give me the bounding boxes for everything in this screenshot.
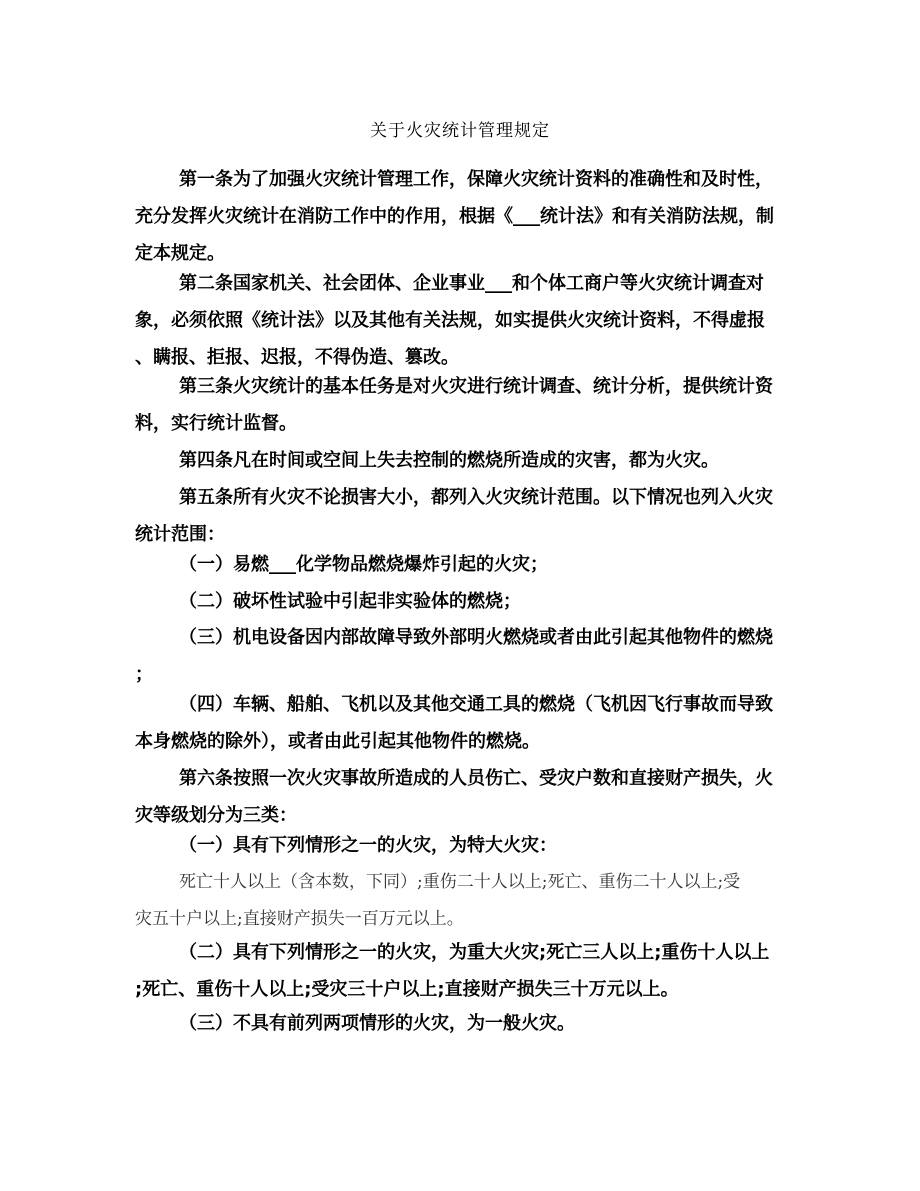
paragraph-article-6-item-2 (135, 934, 785, 1008)
paragraph-article-4 (135, 442, 785, 479)
paragraph-article-5-item-1 (135, 546, 785, 583)
document-title: 关于火灾统计管理规定 (370, 121, 550, 141)
paragraph-article-5-item-4 (135, 686, 785, 760)
paragraph-line: ;死亡、重伤十人以上;受灾三十户以上;直接财产损失三十万元以上。 (135, 979, 679, 1000)
paragraph-line: （一）易燃___化学物品燃烧爆炸引起的火灾； (179, 554, 548, 575)
paragraph-line: 第四条凡在时间或空间上失去控制的燃烧所造成的灾害，都为火灾。 (179, 450, 719, 471)
paragraph-line: 统计范围： (135, 524, 225, 545)
paragraph-line: 死亡十人以上（含本数，下同）;重伤二十人以上;死亡、重伤二十人以上;受 (179, 872, 741, 892)
paragraph-line: （一）具有下列情形之一的火灾，为特大火灾： (179, 835, 557, 856)
paragraph-line: 灾等级划分为三类： (135, 805, 297, 826)
paragraph-line: 定本规定。 (135, 243, 225, 264)
paragraph-article-2 (135, 265, 785, 376)
paragraph-line: 象，必须依照《统计法》以及其他有关法规，如实提供火灾统计资料，不得虚报 (135, 310, 765, 331)
paragraph-line: （四）车辆、船舶、飞机以及其他交通工具的燃烧（飞机因飞行事故而导致 (179, 694, 773, 715)
paragraph-line: 本身燃烧的除外），或者由此引起其他物件的燃烧。 (135, 731, 540, 752)
paragraph-line: 充分发挥火灾统计在消防工作中的作用，根据《___统计法》和有关消防法规，制 (135, 206, 774, 227)
paragraph-article-1 (135, 161, 785, 272)
paragraph-line: （二）破坏性试验中引起非实验体的燃烧； (179, 591, 521, 612)
paragraph-article-6-item-3 (135, 1005, 785, 1042)
paragraph-line: ； (135, 664, 153, 685)
paragraph-article-6-item-1-detail (135, 864, 785, 938)
paragraph-line: 灾五十户以上;直接财产损失一百万元以上。 (135, 909, 464, 929)
paragraph-article-5-item-3 (135, 619, 785, 693)
paragraph-line: 第五条所有火灾不论损害大小，都列入火灾统计范围。以下情况也列入火灾 (179, 487, 773, 508)
paragraph-article-6 (135, 760, 785, 834)
paragraph-line: 第二条国家机关、社会团体、企业事业___和个体工商户等火灾统计调查对 (179, 273, 764, 294)
paragraph-line: （三）机电设备因内部故障导致外部明火燃烧或者由此引起其他物件的燃烧 (179, 627, 773, 648)
paragraph-article-6-item-1 (135, 827, 785, 864)
paragraph-line: （二）具有下列情形之一的火灾，为重大火灾;死亡三人以上;重伤十人以上 (179, 942, 770, 963)
paragraph-line: 第三条火灾统计的基本任务是对火灾进行统计调查、统计分析，提供统计资 (179, 376, 773, 397)
paragraph-line: 第一条为了加强火灾统计管理工作，保障火灾统计资料的准确性和及时性， (179, 169, 773, 190)
paragraph-article-5 (135, 479, 785, 553)
paragraph-article-5-item-2 (135, 583, 785, 620)
paragraph-line: 料，实行统计监督。 (135, 413, 297, 434)
paragraph-article-3 (135, 368, 785, 442)
paragraph-line: 第六条按照一次火灾事故所造成的人员伤亡、受灾户数和直接财产损失，火 (179, 768, 773, 789)
paragraph-line: （三）不具有前列两项情形的火灾，为一般火灾。 (179, 1013, 575, 1034)
paragraph-line: 、瞒报、拒报、迟报，不得伪造、篡改。 (135, 347, 459, 368)
